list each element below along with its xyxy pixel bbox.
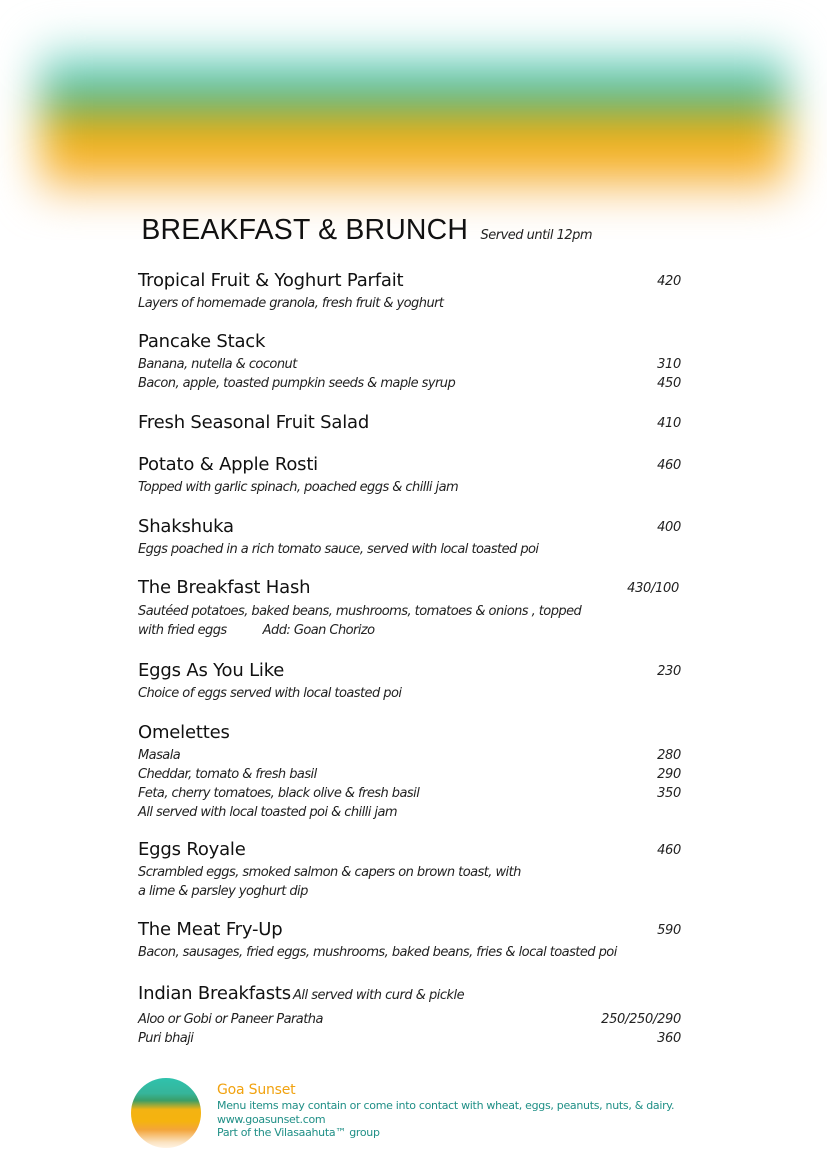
allergen-note: Menu items may contain or come into contact with wheat, eggs, peanuts, nuts, & dairy.: [217, 1099, 675, 1112]
menu-item: [138, 454, 681, 497]
option-label: Banana, nutella & coconut: [138, 357, 297, 372]
item-option: [138, 374, 681, 393]
option-price: 280: [657, 748, 681, 763]
menu-item: [138, 331, 681, 393]
item-price: 590: [657, 923, 681, 938]
item-name: Omelettes: [138, 722, 230, 743]
sunset-gradient: [40, 40, 787, 200]
description-text: with fried eggs: [138, 623, 227, 638]
option-price: 290: [657, 767, 681, 782]
item-name: Potato & Apple Rosti: [138, 454, 318, 475]
item-description-cont: a lime & parsley yoghurt dip: [138, 884, 308, 899]
menu-item: [138, 983, 681, 1048]
menu-item: [138, 412, 681, 434]
menu-item: [138, 660, 681, 703]
option-price: 350: [657, 786, 681, 801]
item-name: The Breakfast Hash: [138, 577, 311, 598]
item-description: Layers of homemade granola, fresh fruit & yoghurt: [138, 296, 444, 311]
item-name: Pancake Stack: [138, 331, 266, 352]
item-description: Topped with garlic spinach, poached eggs & chilli jam: [138, 480, 459, 495]
item-note: All served with local toasted poi & chilli jam: [138, 805, 397, 820]
item-price: 430/100: [627, 581, 679, 596]
menu-item: [138, 270, 681, 313]
item-name: Eggs As You Like: [138, 660, 285, 681]
serving-time: Served until 12pm: [480, 228, 593, 243]
item-description-cont: [138, 621, 681, 640]
menu-item: [138, 839, 681, 901]
item-name-note: All served with curd & pickle: [292, 988, 465, 1003]
item-name: Tropical Fruit & Yoghurt Parfait: [138, 270, 404, 291]
option-label: Puri bhaji: [138, 1031, 194, 1046]
item-option: [138, 355, 681, 374]
group-note: Part of the Vilasaahuta™ group: [217, 1126, 380, 1139]
item-option: [138, 765, 681, 784]
option-label: Aloo or Gobi or Paneer Paratha: [138, 1012, 323, 1027]
item-description: Choice of eggs served with local toasted poi: [138, 686, 402, 701]
menu-item: [138, 722, 681, 822]
item-price: 420: [657, 274, 681, 289]
brand-logo-icon: [131, 1078, 201, 1148]
item-name: Indian Breakfasts: [138, 983, 291, 1004]
menu-item: [138, 516, 681, 559]
option-label: Feta, cherry tomatoes, black olive & fresh basil: [138, 786, 420, 801]
item-name: Eggs Royale: [138, 839, 246, 860]
option-price: 360: [657, 1031, 681, 1046]
option-price: 450: [657, 376, 681, 391]
item-option: [138, 1029, 681, 1048]
item-option: [138, 784, 681, 803]
footer-brand-name: Goa Sunset: [217, 1082, 296, 1098]
item-name: Fresh Seasonal Fruit Salad: [138, 412, 370, 433]
option-label: Bacon, apple, toasted pumpkin seeds & maple syrup: [138, 376, 456, 391]
website-link[interactable]: www.goasunset.com: [217, 1112, 326, 1126]
option-label: Masala: [138, 748, 181, 763]
item-price: 460: [657, 843, 681, 858]
item-price: 460: [657, 458, 681, 473]
header-banner: [0, 0, 827, 240]
footer: [217, 1082, 674, 1140]
option-price: 310: [657, 357, 681, 372]
menu-title-row: [138, 214, 592, 247]
item-name: The Meat Fry-Up: [138, 919, 283, 940]
item-description: Bacon, sausages, fried eggs, mushrooms, baked beans, fries & local toasted poi: [138, 945, 617, 960]
item-description: Scrambled eggs, smoked salmon & capers on brown toast, with: [138, 865, 521, 880]
page-title: BREAKFAST & BRUNCH: [141, 214, 469, 246]
item-description: Sautéed potatoes, baked beans, mushrooms, tomatoes & onions , topped: [138, 604, 582, 619]
menu-item: [138, 577, 681, 640]
addon-text: Add: Goan Chorizo: [262, 623, 375, 638]
item-option: [138, 746, 681, 765]
option-price: 250/250/290: [601, 1012, 681, 1027]
option-label: Cheddar, tomato & fresh basil: [138, 767, 317, 782]
item-price: 400: [657, 520, 681, 535]
item-price: 410: [657, 416, 681, 431]
item-name: Shakshuka: [138, 516, 234, 537]
item-option: [138, 1010, 681, 1029]
item-price: 230: [657, 664, 681, 679]
menu-item: [138, 919, 681, 962]
item-description: Eggs poached in a rich tomato sauce, served with local toasted poi: [138, 542, 539, 557]
item-name-row: [138, 983, 681, 1007]
